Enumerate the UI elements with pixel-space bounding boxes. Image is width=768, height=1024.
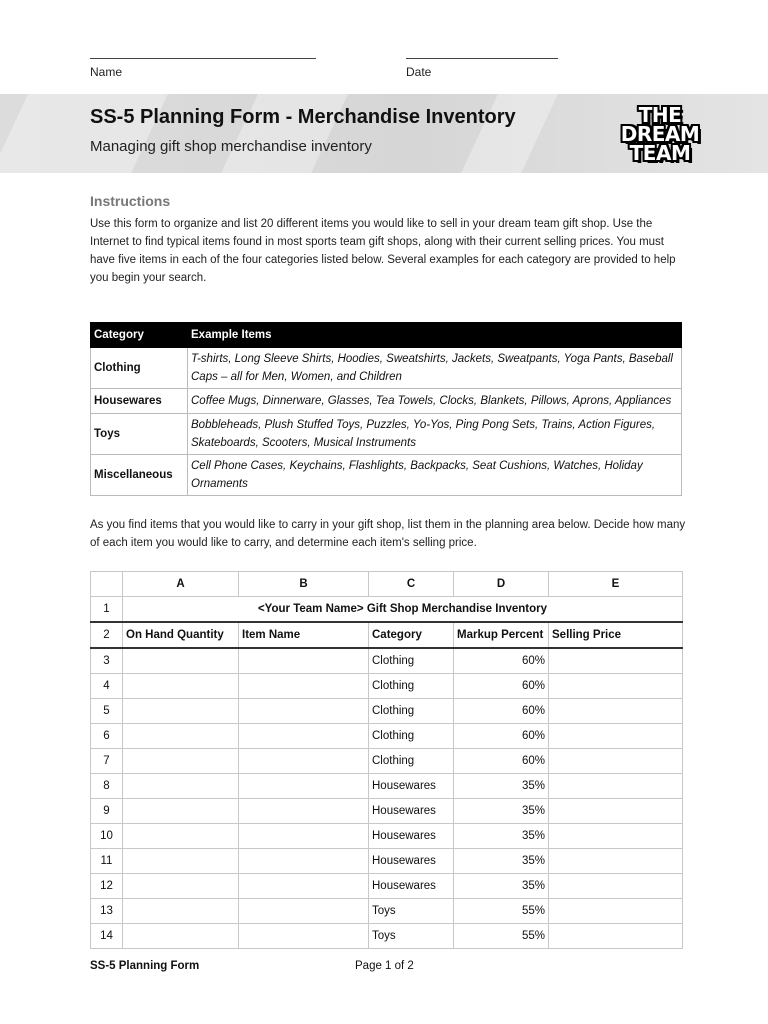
column-letter: D (454, 572, 549, 597)
on-hand-quantity-cell[interactable] (123, 724, 239, 749)
selling-price-cell[interactable] (549, 849, 683, 874)
category-table (90, 322, 682, 496)
selling-price-cell[interactable] (549, 799, 683, 824)
selling-price-cell[interactable] (549, 774, 683, 799)
table-row (91, 874, 683, 899)
item-name-cell[interactable] (239, 699, 369, 724)
table-row (91, 924, 683, 949)
header-selling-price: Selling Price (549, 622, 683, 648)
item-name-cell[interactable] (239, 899, 369, 924)
item-name-cell[interactable] (239, 799, 369, 824)
examples-cell: Cell Phone Cases, Keychains, Flashlights, Backpacks, Seat Cushions, Watches, Holiday Ornaments (188, 455, 682, 496)
item-name-cell[interactable] (239, 924, 369, 949)
inventory-table (90, 571, 683, 949)
column-letter: A (123, 572, 239, 597)
column-letter-row (91, 572, 683, 597)
item-name-cell[interactable] (239, 849, 369, 874)
header-category: Category (369, 622, 454, 648)
header-example-items: Example Items (188, 323, 682, 348)
on-hand-quantity-cell[interactable] (123, 874, 239, 899)
category-cell[interactable]: Housewares (369, 774, 454, 799)
category-cell: Miscellaneous (91, 455, 188, 496)
date-line (406, 58, 558, 59)
category-cell[interactable]: Housewares (369, 824, 454, 849)
markup-percent-cell[interactable]: 60% (454, 749, 549, 774)
row-number: 8 (91, 774, 123, 799)
table-row (91, 455, 682, 496)
page-subtitle: Managing gift shop merchandise inventory (90, 138, 372, 155)
row-number: 9 (91, 799, 123, 824)
row-number: 6 (91, 724, 123, 749)
row-number: 7 (91, 749, 123, 774)
on-hand-quantity-cell[interactable] (123, 774, 239, 799)
name-label: Name (90, 65, 123, 79)
table-row (91, 389, 682, 414)
category-cell: Toys (91, 414, 188, 455)
on-hand-quantity-cell[interactable] (123, 824, 239, 849)
category-cell[interactable]: Clothing (369, 699, 454, 724)
category-cell[interactable]: Toys (369, 924, 454, 949)
planning-paragraph: As you find items that you would like to carry in your gift shop, list them in the planning area below. Decide how many of each item you would like to carry, and determine each item's selling price. (90, 519, 686, 549)
footer-form-name: SS-5 Planning Form (90, 960, 200, 972)
category-cell[interactable]: Housewares (369, 849, 454, 874)
table-row (91, 597, 683, 623)
date-label: Date (406, 65, 432, 79)
category-cell[interactable]: Toys (369, 899, 454, 924)
examples-cell: Bobbleheads, Plush Stuffed Toys, Puzzles, Yo-Yos, Ping Pong Sets, Trains, Action Figures, Skateboards, Scooters, Musical Instruments (188, 414, 682, 455)
markup-percent-cell[interactable]: 55% (454, 899, 549, 924)
table-row (91, 348, 682, 389)
header-markup-percent: Markup Percent (454, 622, 549, 648)
column-letter: C (369, 572, 454, 597)
item-name-cell[interactable] (239, 674, 369, 699)
logo-line: TEAM (629, 140, 691, 165)
markup-percent-cell[interactable]: 60% (454, 699, 549, 724)
row-number: 13 (91, 899, 123, 924)
row-number: 3 (91, 648, 123, 674)
item-name-cell[interactable] (239, 874, 369, 899)
header-category: Category (91, 323, 188, 348)
category-cell[interactable]: Clothing (369, 724, 454, 749)
selling-price-cell[interactable] (549, 874, 683, 899)
dream-team-logo (608, 101, 712, 167)
item-name-cell[interactable] (239, 724, 369, 749)
selling-price-cell[interactable] (549, 749, 683, 774)
selling-price-cell[interactable] (549, 724, 683, 749)
item-name-cell[interactable] (239, 648, 369, 674)
markup-percent-cell[interactable]: 35% (454, 874, 549, 899)
markup-percent-cell[interactable]: 60% (454, 724, 549, 749)
row-number: 12 (91, 874, 123, 899)
examples-cell: T-shirts, Long Sleeve Shirts, Hoodies, Sweatshirts, Jackets, Sweatpants, Yoga Pants, Baseball Caps – all for Men, Women, and Children (188, 348, 682, 389)
table-row (91, 674, 683, 699)
header-on-hand-quantity: On Hand Quantity (123, 622, 239, 648)
category-cell[interactable]: Housewares (369, 874, 454, 899)
column-letter: B (239, 572, 369, 597)
corner-cell (91, 572, 123, 597)
table-row (91, 899, 683, 924)
table-row (91, 414, 682, 455)
selling-price-cell[interactable] (549, 924, 683, 949)
item-name-cell[interactable] (239, 774, 369, 799)
page-title: SS-5 Planning Form - Merchandise Inventory (90, 106, 516, 128)
category-cell: Clothing (91, 348, 188, 389)
table-row (91, 799, 683, 824)
inventory-title-cell[interactable]: <Your Team Name> Gift Shop Merchandise Inventory (123, 597, 683, 623)
on-hand-quantity-cell[interactable] (123, 899, 239, 924)
markup-percent-cell[interactable]: 35% (454, 774, 549, 799)
table-row (91, 849, 683, 874)
selling-price-cell[interactable] (549, 824, 683, 849)
category-cell: Housewares (91, 389, 188, 414)
on-hand-quantity-cell[interactable] (123, 648, 239, 674)
table-row (91, 824, 683, 849)
category-cell[interactable]: Housewares (369, 799, 454, 824)
row-number: 14 (91, 924, 123, 949)
logo-line: THE (638, 102, 682, 127)
selling-price-cell[interactable] (549, 899, 683, 924)
table-row (91, 749, 683, 774)
markup-percent-cell[interactable]: 35% (454, 799, 549, 824)
instructions-text: Use this form to organize and list 20 different items you would like to sell in your dream team gift shop. Use the Internet to find typical items found in most sports team gift shops, along with their current selling prices. You must have five items in each of the four categories listed below. Several examples for each category are provided to help you begin your search. (90, 218, 676, 284)
table-row (91, 774, 683, 799)
category-cell[interactable]: Clothing (369, 674, 454, 699)
selling-price-cell[interactable] (549, 699, 683, 724)
row-number: 11 (91, 849, 123, 874)
on-hand-quantity-cell[interactable] (123, 924, 239, 949)
selling-price-cell[interactable] (549, 674, 683, 699)
row-number: 5 (91, 699, 123, 724)
selling-price-cell[interactable] (549, 648, 683, 674)
column-letter: E (549, 572, 683, 597)
row-number: 10 (91, 824, 123, 849)
header-item-name: Item Name (239, 622, 369, 648)
row-number: 4 (91, 674, 123, 699)
on-hand-quantity-cell[interactable] (123, 749, 239, 774)
category-table-header (91, 323, 682, 348)
table-row (91, 699, 683, 724)
examples-cell: Coffee Mugs, Dinnerware, Glasses, Tea Towels, Clocks, Blankets, Pillows, Aprons, Appliances (188, 389, 682, 414)
on-hand-quantity-cell[interactable] (123, 699, 239, 724)
markup-percent-cell[interactable]: 35% (454, 849, 549, 874)
footer-page-number: Page 1 of 2 (355, 960, 414, 972)
category-cell[interactable]: Clothing (369, 648, 454, 674)
logo-line: DREAM (620, 121, 700, 146)
on-hand-quantity-cell[interactable] (123, 674, 239, 699)
item-name-cell[interactable] (239, 749, 369, 774)
table-row (91, 622, 683, 648)
on-hand-quantity-cell[interactable] (123, 799, 239, 824)
row-number: 1 (91, 597, 123, 623)
markup-percent-cell[interactable]: 60% (454, 674, 549, 699)
row-number: 2 (91, 622, 123, 648)
name-line (90, 58, 316, 59)
table-row (91, 648, 683, 674)
markup-percent-cell[interactable]: 35% (454, 824, 549, 849)
instructions-heading: Instructions (90, 193, 171, 209)
category-cell[interactable]: Clothing (369, 749, 454, 774)
markup-percent-cell[interactable]: 60% (454, 648, 549, 674)
table-row (91, 724, 683, 749)
on-hand-quantity-cell[interactable] (123, 849, 239, 874)
item-name-cell[interactable] (239, 824, 369, 849)
markup-percent-cell[interactable]: 55% (454, 924, 549, 949)
